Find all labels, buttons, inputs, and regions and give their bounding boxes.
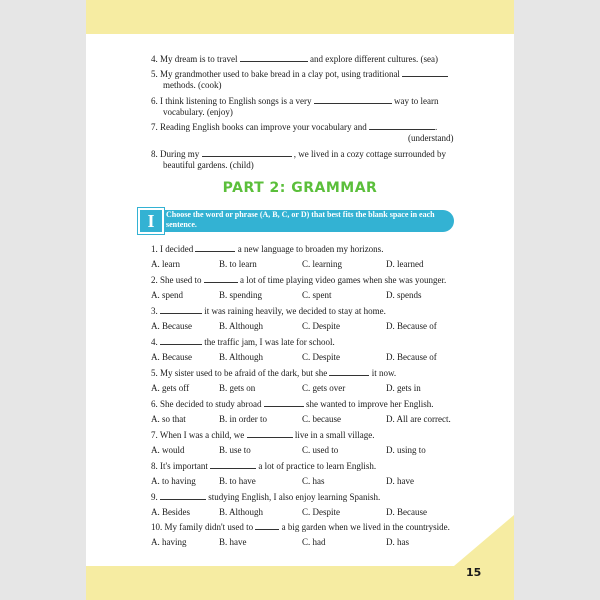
- part1-question-8: [151, 148, 446, 160]
- option-b[interactable]: B. to have: [219, 476, 256, 486]
- question-text: it now.: [371, 368, 397, 378]
- option-d[interactable]: D. gets in: [386, 383, 421, 393]
- option-a[interactable]: A. so that: [151, 414, 186, 424]
- option-c[interactable]: C. spent: [302, 290, 332, 300]
- question-text: 6. She decided to study abroad: [151, 399, 262, 409]
- answer-blank: [195, 243, 235, 252]
- part1-question-6-line2: [163, 107, 233, 118]
- answer-blank: [160, 336, 202, 345]
- mc-question-3: [151, 305, 386, 317]
- option-b[interactable]: B. spending: [219, 290, 263, 300]
- option-b[interactable]: B. Although: [219, 507, 264, 517]
- option-c[interactable]: C. has: [302, 476, 325, 486]
- answer-blank: [402, 68, 448, 77]
- section-banner: [138, 208, 454, 234]
- option-d[interactable]: D. All are correct.: [386, 414, 451, 424]
- option-d[interactable]: D. Because: [386, 507, 427, 517]
- corner-triangle: [454, 515, 514, 566]
- mc-question-5: [151, 367, 396, 379]
- question-text: 1. I decided: [151, 244, 194, 254]
- option-b[interactable]: B. to learn: [219, 259, 257, 269]
- section-numeral: I: [138, 208, 164, 234]
- part1-question-5-line2: [163, 80, 222, 91]
- question-text: 6. I think listening to English songs is a very: [151, 96, 312, 106]
- question-text: 3.: [151, 306, 158, 316]
- option-a[interactable]: A. Besides: [151, 507, 190, 517]
- question-text: methods. (cook): [163, 80, 222, 90]
- option-a[interactable]: A. to having: [151, 476, 196, 486]
- part1-question-7-line2: [408, 133, 453, 144]
- option-b[interactable]: B. have: [219, 537, 247, 547]
- question-text: 9.: [151, 492, 158, 502]
- question-text: a big garden when we lived in the countryside.: [281, 522, 450, 532]
- question-text: 4.: [151, 337, 158, 347]
- question-text: studying English, I also enjoy learning Spanish.: [208, 492, 381, 502]
- option-c[interactable]: C. Despite: [302, 507, 340, 517]
- part1-question-7: [151, 121, 437, 133]
- option-c[interactable]: C. Despite: [302, 352, 340, 362]
- option-d[interactable]: D. have: [386, 476, 414, 486]
- question-text: , we lived in a cozy cottage surrounded by: [293, 149, 446, 159]
- worksheet-page: [86, 0, 514, 600]
- answer-blank: [240, 53, 308, 62]
- question-text: 8. It's important: [151, 461, 208, 471]
- question-text: (understand): [408, 133, 454, 143]
- option-a[interactable]: A. gets off: [151, 383, 190, 393]
- option-d[interactable]: D. learned: [386, 259, 424, 269]
- question-text: 4. My dream is to travel: [151, 54, 238, 64]
- option-b[interactable]: B. use to: [219, 445, 251, 455]
- question-text: 10. My family didn't used to: [151, 522, 254, 532]
- answer-blank: [255, 521, 279, 530]
- instruction-text: Choose the word or phrase (A, B, C, or D) that best fits the blank space in each sentence.: [166, 210, 435, 229]
- option-a[interactable]: A. learn: [151, 259, 180, 269]
- option-d[interactable]: D. spends: [386, 290, 422, 300]
- question-text: a new language to broaden my horizons.: [237, 244, 384, 254]
- bottom-band: [86, 566, 514, 600]
- answer-blank: [247, 429, 293, 438]
- question-text: .: [434, 122, 438, 132]
- question-text: 7. When I was a child, we: [151, 430, 245, 440]
- option-d[interactable]: D. Because of: [386, 321, 437, 331]
- answer-blank: [369, 121, 438, 132]
- part1-question-4: [151, 53, 438, 65]
- option-b[interactable]: B. Although: [219, 352, 264, 362]
- mc-question-8: [151, 460, 376, 472]
- answer-blank: [329, 367, 369, 376]
- option-c[interactable]: C. gets over: [302, 383, 346, 393]
- mc-question-9: [151, 491, 380, 503]
- answer-blank: [160, 491, 206, 500]
- question-text: and explore different cultures. (sea): [309, 54, 439, 64]
- option-b[interactable]: B. in order to: [219, 414, 267, 424]
- mc-question-1: [151, 243, 383, 255]
- mc-question-7: [151, 429, 375, 441]
- question-text: she wanted to improve her English.: [305, 399, 434, 409]
- answer-blank: [210, 460, 256, 469]
- option-a[interactable]: A. would: [151, 445, 185, 455]
- option-c[interactable]: C. used to: [302, 445, 339, 455]
- top-band: [86, 0, 514, 34]
- question-text: 7. Reading English books can improve your vocabulary and: [151, 122, 367, 132]
- page-number: 15: [466, 566, 482, 579]
- question-text: 2. She used to: [151, 275, 202, 285]
- mc-question-2: [151, 274, 446, 286]
- option-a[interactable]: A. spend: [151, 290, 183, 300]
- option-a[interactable]: A. Because: [151, 321, 192, 331]
- option-c[interactable]: C. had: [302, 537, 326, 547]
- question-text: way to learn: [394, 96, 439, 106]
- option-c[interactable]: C. because: [302, 414, 341, 424]
- part1-question-5: [151, 68, 448, 80]
- part1-question-8-line2: [163, 160, 254, 171]
- question-text: the traffic jam, I was late for school.: [204, 337, 335, 347]
- mc-question-6: [151, 398, 433, 410]
- answer-blank: [202, 148, 292, 157]
- option-b[interactable]: B. Although: [219, 321, 264, 331]
- question-text: 5. My grandmother used to bake bread in a clay pot, using traditional: [151, 69, 400, 79]
- part1-question-6: [151, 95, 438, 107]
- question-text: vocabulary. (enjoy): [163, 107, 233, 117]
- question-text: beautiful gardens. (child): [163, 160, 254, 170]
- option-a[interactable]: A. having: [151, 537, 187, 547]
- mc-question-10: [151, 521, 450, 533]
- option-a[interactable]: A. Because: [151, 352, 192, 362]
- answer-blank: [204, 274, 238, 283]
- question-text: 8. During my: [151, 149, 200, 159]
- option-c[interactable]: C. learning: [302, 259, 342, 269]
- option-b[interactable]: B. gets on: [219, 383, 256, 393]
- part-title: PART 2: GRAMMAR: [222, 180, 378, 196]
- option-c[interactable]: C. Despite: [302, 321, 340, 331]
- option-d[interactable]: D. Because of: [386, 352, 437, 362]
- question-text: a lot of practice to learn English.: [258, 461, 377, 471]
- mc-question-4: [151, 336, 335, 348]
- answer-blank: [264, 398, 304, 407]
- option-d[interactable]: D. using to: [386, 445, 426, 455]
- question-text: live in a small village.: [294, 430, 375, 440]
- question-text: a lot of time playing video games when she was younger.: [240, 275, 447, 285]
- answer-blank: [160, 305, 202, 314]
- answer-blank: [314, 95, 392, 104]
- question-text: it was raining heavily, we decided to stay at home.: [204, 306, 386, 316]
- question-text: 5. My sister used to be afraid of the dark, but she: [151, 368, 328, 378]
- option-d[interactable]: D. has: [386, 537, 409, 547]
